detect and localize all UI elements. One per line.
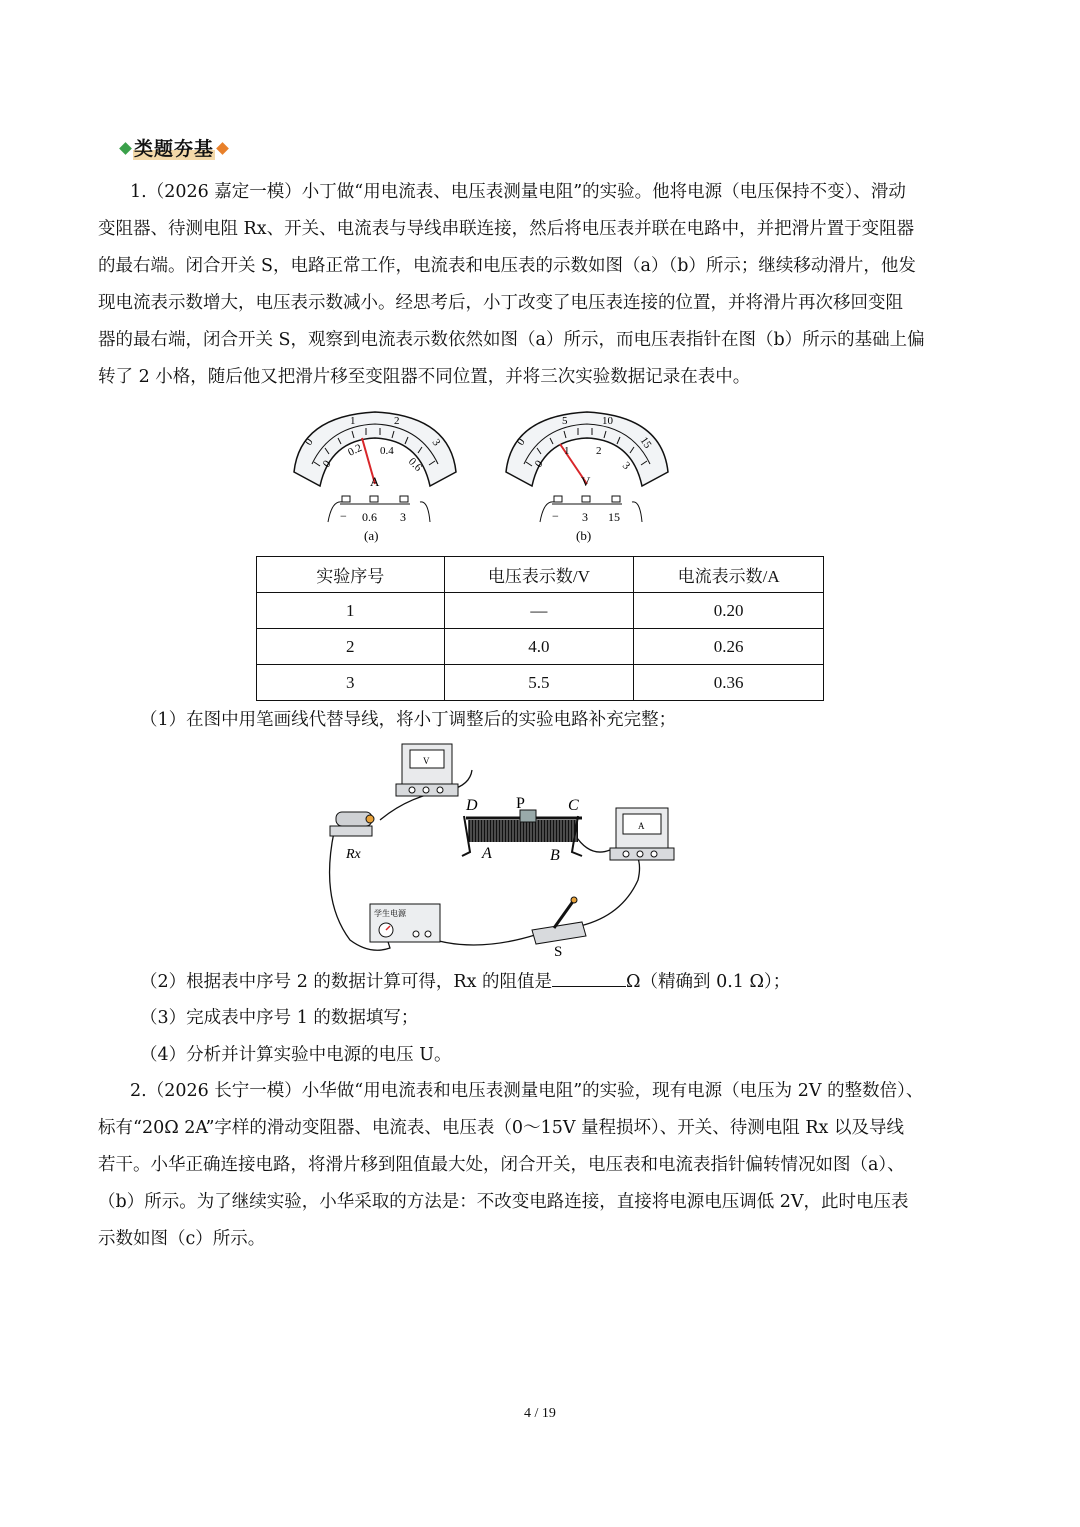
sub2-text-b: Ω（精确到 0.1 Ω）； <box>626 972 791 992</box>
figure-caption-b: (b) <box>576 528 592 543</box>
figure-caption-a: (a) <box>364 528 379 543</box>
table-cell: 3 <box>257 665 445 701</box>
section-heading <box>118 134 230 161</box>
table-row <box>257 665 824 701</box>
ammeter-scale-bottom-2: 0.4 <box>380 445 394 457</box>
ammeter-scale-top-0: 0 <box>302 436 316 448</box>
ammeter-terminal-neg: − <box>340 509 347 523</box>
q1-line: 现电流表示数增大，电压表示数减小。经思考后，小丁改变了电压表连接的位置，并将滑片再次移回变阻 <box>98 293 903 313</box>
table-row <box>257 629 824 665</box>
rheostat <box>462 795 582 864</box>
table-header: 实验序号 <box>257 557 445 593</box>
ammeter-scale-top-3: 3 <box>429 436 443 449</box>
q2-line: 标有“20Ω 2A”字样的滑动变阻器、电流表、电压表（0～15V 量程损坏）、开关、待测电阻 Rx 以及导线 <box>98 1118 904 1138</box>
table-cell: 5.5 <box>444 665 634 701</box>
circuit-power-label: 学生电源 <box>374 909 406 918</box>
meters-figure <box>280 404 680 550</box>
table-header-row <box>257 557 824 593</box>
question-2-text <box>98 1073 984 1258</box>
circuit-figure <box>320 740 680 958</box>
power-supply <box>370 904 440 942</box>
q1-line: 变阻器、待测电阻 Rx、开关、电流表与导线串联连接，然后将电压表并联在电路中，并把滑片置于变阻器 <box>98 219 915 239</box>
q2-line: 2.（2026 长宁一模）小华做“用电流表和电压表测量电阻”的实验，现有电源（电压为 2V 的整数倍）、 <box>130 1081 924 1101</box>
table-cell: 0.20 <box>634 593 824 629</box>
voltmeter-scale-top-2: 10 <box>602 415 613 427</box>
data-table <box>256 556 824 701</box>
ammeter-terminal-3: 3 <box>400 510 406 524</box>
voltmeter-scale-bottom-1: 1 <box>564 445 570 457</box>
ammeter-scale-bottom-1: 0.2 <box>346 442 364 459</box>
voltmeter-terminal-15: 15 <box>608 510 620 524</box>
voltmeter-scale-bottom-3: 3 <box>619 459 633 473</box>
circuit-label-b: B <box>550 847 560 864</box>
voltmeter-letter: V <box>581 474 591 489</box>
circuit-ammeter-letter: A <box>638 821 645 831</box>
circuit-label-a: A <box>482 845 492 862</box>
q2-line: （b）所示。为了继续实验，小华采取的方法是：不改变电路连接，直接将电源电压调低 2V，此时电压表 <box>98 1192 909 1212</box>
ammeter-letter: A <box>370 474 380 489</box>
sub-question-2 <box>140 964 790 1001</box>
ammeter-scale-bottom-3: 0.6 <box>405 455 425 474</box>
circuit-label-p: P <box>516 795 525 812</box>
circuit-label-c: C <box>568 797 579 814</box>
table-header: 电压表示数/V <box>444 557 634 593</box>
circuit-label-rx: Rx <box>346 847 361 862</box>
sub-question-1: （1）在图中用笔画线代替导线，将小丁调整后的实验电路补充完整； <box>140 710 677 730</box>
ammeter-device <box>610 808 674 860</box>
page-number: 4 / 19 <box>524 1406 556 1421</box>
ammeter-scale-bottom-0: 0 <box>320 458 334 470</box>
q2-line: 示数如图（c）所示。 <box>98 1229 266 1249</box>
answer-blank[interactable] <box>552 966 626 987</box>
ammeter-scale-top-1: 1 <box>350 415 356 427</box>
voltmeter-terminal-neg: − <box>552 509 559 523</box>
circuit-voltmeter-letter: V <box>423 756 430 766</box>
q1-line: 1.（2026 嘉定一模）小丁做“用电流表、电压表测量电阻”的实验。他将电源（电压保持不变）、滑动 <box>130 182 906 202</box>
voltmeter-scale-top-1: 5 <box>562 415 568 427</box>
circuit-label-s: S <box>554 944 563 958</box>
sub-question-3: （3）完成表中序号 1 的数据填写； <box>140 1008 419 1028</box>
table-cell: 1 <box>257 593 445 629</box>
switch-s <box>532 897 586 958</box>
voltmeter-terminal-3: 3 <box>582 510 588 524</box>
ammeter-terminal-0-6: 0.6 <box>362 510 377 524</box>
sub-question-4: （4）分析并计算实验中电源的电压 U。 <box>140 1045 452 1065</box>
table-row <box>257 593 824 629</box>
sub2-text-a: （2）根据表中序号 2 的数据计算可得，Rx 的阻值是 <box>140 972 553 992</box>
voltmeter-scale-bottom-0: 0 <box>532 458 546 470</box>
table-cell: 4.0 <box>444 629 634 665</box>
voltmeter-dial <box>506 412 668 543</box>
table-cell: — <box>444 593 634 629</box>
orange-diamond-icon <box>216 142 229 155</box>
q2-line: 若干。小华正确连接电路，将滑片移到阻值最大处，闭合开关，电压表和电流表指针偏转情况如图（a）、 <box>98 1155 905 1175</box>
ammeter-scale-top-2: 2 <box>394 415 400 427</box>
voltmeter-scale-bottom-2: 2 <box>596 445 602 457</box>
q1-line: 器的最右端，闭合开关 S，观察到电流表示数依然如图（a）所示，而电压表指针在图（b）所示的基础上偏 <box>98 330 925 350</box>
section-title: 类题夯基 <box>134 138 215 160</box>
table-cell: 0.36 <box>634 665 824 701</box>
circuit-label-d: D <box>466 797 478 814</box>
table-cell: 2 <box>257 629 445 665</box>
q1-line: 的最右端。闭合开关 S，电路正常工作，电流表和电压表的示数如图（a）（b）所示；继续移动滑片，他发 <box>98 256 916 276</box>
question-1-text <box>98 174 984 396</box>
voltmeter-device <box>396 744 458 796</box>
green-diamond-icon <box>119 142 132 155</box>
table-header: 电流表示数/A <box>634 557 824 593</box>
voltmeter-scale-top-0: 0 <box>514 436 528 448</box>
resistor-rx <box>330 812 374 862</box>
ammeter-dial <box>294 412 456 543</box>
table-cell: 0.26 <box>634 629 824 665</box>
q1-line: 转了 2 小格，随后他又把滑片移至变阻器不同位置，并将三次实验数据记录在表中。 <box>98 367 751 387</box>
voltmeter-scale-top-3: 15 <box>637 434 654 451</box>
